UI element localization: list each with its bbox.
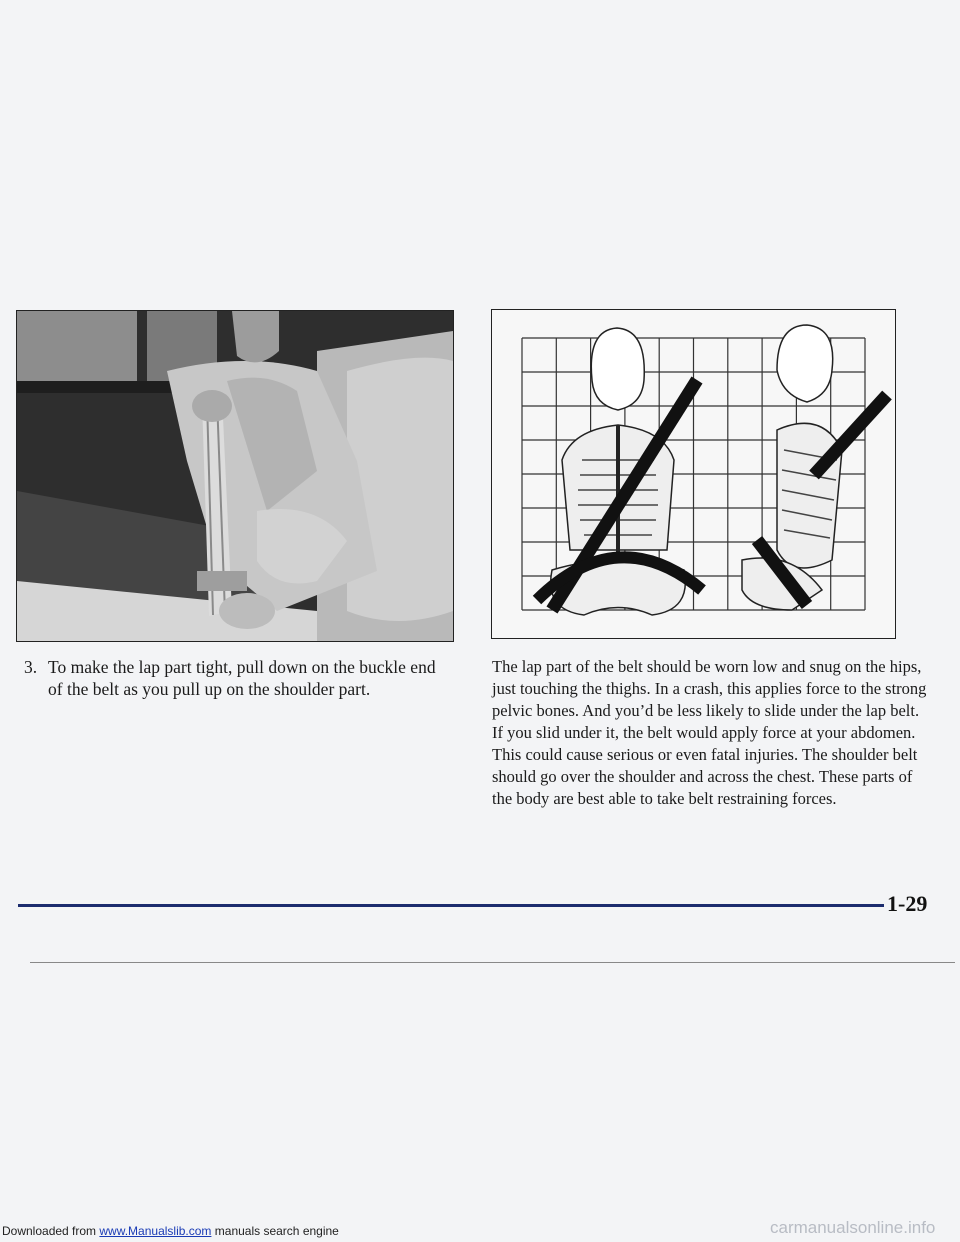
page-number: 1-29 [887,891,928,916]
skeleton-belt-diagram [492,310,895,638]
manualslib-link[interactable]: www.Manualslib.com [99,1224,212,1238]
scan-edge-line [30,962,955,963]
belt-placement-diagram [491,309,896,639]
download-prefix: Downloaded from [2,1224,100,1238]
download-banner [2,1224,339,1238]
step-text: To make the lap part tight, pull down on the buckle end of the belt as you pull up on the shoulder part. [48,657,436,699]
footer-rule [18,904,884,907]
step-number: 3. [24,657,38,677]
seatbelt-photo-illustration [17,311,453,641]
download-suffix: manuals search engine [211,1224,339,1238]
lap-belt-paragraph: The lap part of the belt should be worn low and snug on the hips, just touching the thighs. In a crash, this applies force to the strong pelvic bones. And you’d be less likely to slide under the lap belt. If you slid under it, the belt would apply force at your abdomen. This could cause serious or even fatal injuries. The shoulder belt should go over the shoulder and across the chest. These parts of the body are best able to take belt restraining forces. [492,657,927,808]
seatbelt-tightening-photo [16,310,454,642]
step-3-instruction [24,656,454,700]
watermark: carmanualsonline.info [770,1218,936,1237]
